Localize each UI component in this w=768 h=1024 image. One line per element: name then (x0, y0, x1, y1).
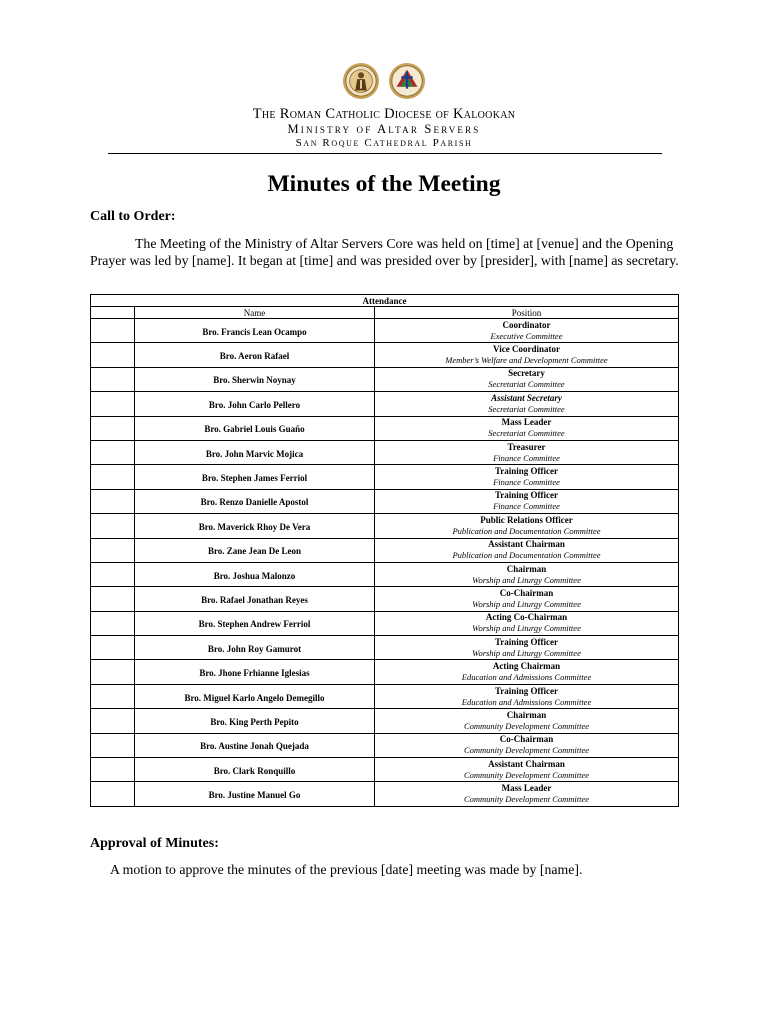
table-row (91, 319, 679, 343)
member-name-cell (135, 514, 375, 538)
member-committee: Community Development Committee (463, 769, 590, 780)
table-row (91, 709, 679, 733)
row-blank-cell (91, 440, 135, 464)
member-name-cell (135, 367, 375, 391)
member-name-cell (135, 733, 375, 757)
member-name: Bro. Renzo Danielle Apostol (200, 497, 309, 508)
member-position: Chairman (506, 709, 547, 720)
member-name: Bro. Miguel Karlo Angelo Demegillo (184, 692, 325, 703)
table-row (91, 440, 679, 464)
member-name-cell (135, 684, 375, 708)
member-name: Bro. Francis Lean Ocampo (202, 326, 307, 337)
row-blank-cell (91, 733, 135, 757)
member-position-cell (375, 319, 679, 343)
member-name: Bro. Sherwin Noynay (213, 375, 296, 386)
table-row (91, 465, 679, 489)
table-row (91, 684, 679, 708)
member-committee: Secretariat Committee (488, 379, 565, 390)
member-position-cell (375, 514, 679, 538)
member-position-cell (375, 392, 679, 416)
member-committee: Worship and Liturgy Committee (472, 598, 581, 609)
member-position-cell (375, 440, 679, 464)
member-name: Bro. John Carlo Pellero (208, 399, 301, 410)
member-position-cell (375, 611, 679, 635)
table-row (91, 587, 679, 611)
member-committee: Worship and Liturgy Committee (472, 647, 581, 658)
member-position-cell (375, 416, 679, 440)
call-to-order-paragraph (90, 235, 680, 269)
table-row (91, 636, 679, 660)
member-name-cell (135, 440, 375, 464)
member-committee: Finance Committee (493, 501, 560, 512)
attendance-table (90, 294, 679, 807)
member-name: Bro. Justine Manuel Go (208, 790, 301, 801)
table-row (91, 782, 679, 806)
letterhead (0, 106, 768, 149)
member-name-cell (135, 709, 375, 733)
member-name: Bro. Jhone Frhianne Iglesias (199, 668, 310, 679)
row-blank-cell (91, 416, 135, 440)
position-column-header: Position (375, 307, 679, 319)
member-position: Acting Co-Chairman (485, 612, 568, 623)
member-position-cell (375, 465, 679, 489)
member-position-cell (375, 343, 679, 367)
member-committee: Education and Admissions Committee (461, 672, 592, 683)
member-position: Training Officer (494, 685, 559, 696)
table-row (91, 660, 679, 684)
member-name-cell (135, 465, 375, 489)
row-blank-cell (91, 319, 135, 343)
table-row (91, 367, 679, 391)
table-row (91, 758, 679, 782)
member-position: Training Officer (494, 466, 559, 477)
table-row (91, 416, 679, 440)
member-name-cell (135, 416, 375, 440)
member-name-cell (135, 343, 375, 367)
letterhead-seals (0, 62, 768, 100)
member-position-cell (375, 782, 679, 806)
member-name: Bro. Clark Ronquillo (213, 765, 296, 776)
member-position-cell (375, 538, 679, 562)
table-row (91, 392, 679, 416)
member-committee: Community Development Committee (463, 745, 590, 756)
member-committee: Publication and Documentation Committee (452, 525, 601, 536)
member-name: Bro. Austine Jonah Quejada (200, 741, 309, 752)
call-to-order-text: The Meeting of the Ministry of Altar Servers Core was held on [time] at [venue] and the Opening Prayer was led by [name]. It began at [time] and was presided over by [presider], with [name] as secretary. (90, 236, 679, 268)
row-blank-cell (91, 587, 135, 611)
member-position: Public Relations Officer (480, 514, 573, 525)
row-blank-cell (91, 465, 135, 489)
member-position: Training Officer (494, 636, 559, 647)
attendance-caption-row (91, 295, 679, 307)
member-committee: Publication and Documentation Committee (452, 550, 601, 561)
row-blank-cell (91, 538, 135, 562)
member-name-cell (135, 636, 375, 660)
table-row (91, 514, 679, 538)
member-name: Bro. Maverick Rhoy De Vera (198, 521, 311, 532)
member-position: Secretary (508, 368, 545, 379)
member-position: Mass Leader (501, 783, 552, 794)
member-position: Training Officer (494, 490, 559, 501)
member-position-cell (375, 709, 679, 733)
table-row (91, 538, 679, 562)
altar-servers-seal-icon (388, 62, 426, 100)
member-position: Treasurer (507, 441, 546, 452)
member-position: Co-Chairman (499, 734, 554, 745)
member-committee: Secretariat Committee (488, 428, 565, 439)
row-blank-cell (91, 660, 135, 684)
row-blank-cell (91, 343, 135, 367)
member-committee: Education and Admissions Committee (461, 696, 592, 707)
member-position: Chairman (506, 563, 547, 574)
member-committee: Secretariat Committee (488, 403, 565, 414)
member-name: Bro. Gabriel Louis Guaño (204, 424, 305, 435)
member-position-cell (375, 367, 679, 391)
row-blank-cell (91, 782, 135, 806)
letterhead-divider (108, 153, 662, 154)
member-position-cell (375, 587, 679, 611)
ministry-name: Ministry of Altar Servers (287, 122, 481, 136)
member-position: Acting Chairman (492, 661, 561, 672)
member-name: Bro. King Perth Pepito (210, 716, 299, 727)
row-blank-cell (91, 489, 135, 513)
diocese-seal-icon (342, 62, 380, 100)
attendance-caption: Attendance (91, 295, 679, 307)
member-name-cell (135, 758, 375, 782)
member-position: Assistant Chairman (488, 758, 565, 769)
row-blank-cell (91, 367, 135, 391)
member-committee: Executive Committee (490, 330, 563, 341)
blank-header-cell (91, 307, 135, 319)
row-blank-cell (91, 709, 135, 733)
member-position-cell (375, 660, 679, 684)
member-position: Co-Chairman (499, 587, 554, 598)
row-blank-cell (91, 392, 135, 416)
member-committee: Community Development Committee (463, 794, 590, 805)
member-committee: Finance Committee (493, 477, 560, 488)
member-position-cell (375, 562, 679, 586)
member-name-cell (135, 562, 375, 586)
member-committee: Worship and Liturgy Committee (472, 623, 581, 634)
member-name-cell (135, 489, 375, 513)
member-position: Assistant Secretary (491, 392, 562, 403)
row-blank-cell (91, 636, 135, 660)
approval-text: A motion to approve the minutes of the previous [date] meeting was made by [name]. (110, 862, 583, 877)
member-position: Coordinator (502, 319, 551, 330)
member-position: Vice Coordinator (493, 344, 560, 355)
approval-heading: Approval of Minutes: (90, 836, 219, 851)
member-position: Assistant Chairman (488, 539, 565, 550)
member-committee: Member’s Welfare and Development Committee (445, 355, 608, 366)
member-name-cell (135, 319, 375, 343)
member-name-cell (135, 538, 375, 562)
table-row (91, 562, 679, 586)
member-name: Bro. Stephen James Ferriol (201, 473, 308, 484)
table-row (91, 489, 679, 513)
member-position-cell (375, 758, 679, 782)
member-position-cell (375, 489, 679, 513)
member-position-cell (375, 733, 679, 757)
row-blank-cell (91, 611, 135, 635)
member-position: Mass Leader (501, 417, 552, 428)
page-title: Minutes of the Meeting (267, 171, 501, 197)
table-row (91, 343, 679, 367)
member-name: Bro. Aeron Rafael (219, 351, 290, 362)
member-name: Bro. Zane Jean De Leon (207, 546, 302, 557)
member-position-cell (375, 684, 679, 708)
member-name: Bro. Joshua Malonzo (213, 570, 296, 581)
attendance-header-row (91, 307, 679, 319)
member-name-cell (135, 392, 375, 416)
member-position-cell (375, 636, 679, 660)
member-name-cell (135, 782, 375, 806)
member-name: Bro. Stephen Andrew Ferriol (198, 619, 311, 630)
diocese-name: The Roman Catholic Diocese of Kalookan (252, 106, 516, 122)
table-row (91, 733, 679, 757)
member-name: Bro. John Roy Gamurot (207, 643, 302, 654)
member-committee: Finance Committee (493, 452, 560, 463)
member-name-cell (135, 587, 375, 611)
name-column-header: Name (135, 307, 375, 319)
member-name: Bro. Rafael Jonathan Reyes (201, 594, 308, 605)
member-committee: Community Development Committee (463, 720, 590, 731)
call-to-order-heading: Call to Order: (90, 209, 176, 224)
row-blank-cell (91, 758, 135, 782)
member-committee: Worship and Liturgy Committee (472, 574, 581, 585)
member-name-cell (135, 611, 375, 635)
row-blank-cell (91, 562, 135, 586)
member-name-cell (135, 660, 375, 684)
parish-name: San Roque Cathedral Parish (295, 137, 473, 149)
member-name: Bro. John Marvic Mojica (205, 448, 304, 459)
row-blank-cell (91, 514, 135, 538)
row-blank-cell (91, 684, 135, 708)
table-row (91, 611, 679, 635)
